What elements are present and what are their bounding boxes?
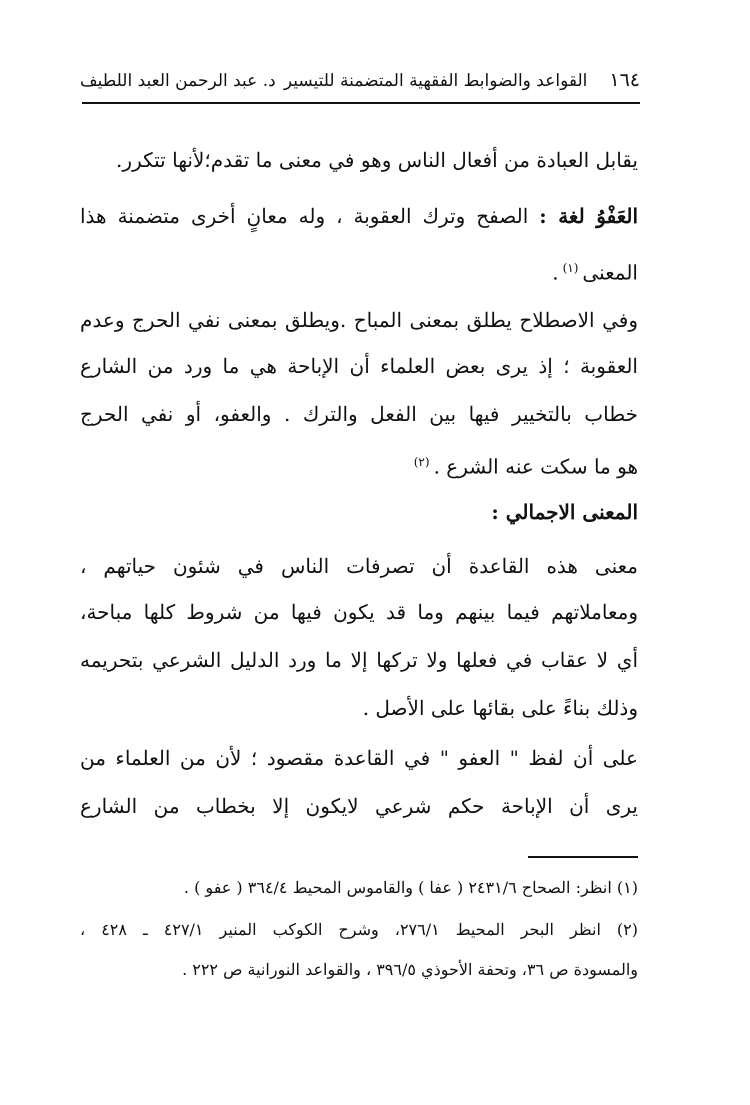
footnote-1	[80, 872, 638, 904]
body-line-4	[80, 300, 638, 340]
footnote-ref-2: (٢)	[413, 455, 430, 469]
footnote-2-continued	[80, 954, 638, 986]
body-line-13	[80, 738, 638, 778]
line-text: يرى أن الإباحة حكم شرعي لايكون إلا بخطاب من الشارع	[80, 794, 638, 818]
footnote-text: (١) انظر: الصحاح ٢٤٣١/٦ ( عفا ) والقاموس المحيط ٣٦٤/٤ ( عفو ) .	[183, 878, 638, 897]
section-heading: المعنى الاجمالي :	[491, 500, 638, 524]
body-line-7	[80, 442, 638, 482]
term-lead: العَفْوُ لغة :	[539, 204, 638, 228]
author-name: د. عبد الرحمن العبد اللطيف	[80, 71, 276, 91]
line-text: معنى هذه القاعدة أن تصرفات الناس في شئون حياتهم ،	[80, 554, 638, 578]
body-line-14	[80, 786, 638, 826]
line-text: وفي الاصطلاح يطلق بمعنى المباح .ويطلق بمعنى نفي الحرج وعدم	[80, 308, 638, 332]
body-line-12	[80, 688, 638, 728]
line-text: ومعاملاتهم فيما بينهم وما قد يكون فيها من شروط كلها مباحة،	[80, 600, 638, 624]
footnote-2	[80, 914, 638, 946]
line-text: هو ما سكت عنه الشرع .	[433, 454, 638, 479]
footnote-text: (٢) انظر البحر المحيط ٢٧٦/١، وشرح الكوكب المنير ٤٢٧/١ ـ ٤٢٨ ،	[80, 920, 639, 939]
footnote-text: والمسودة ص ٣٦، وتحفة الأحوذي ٣٩٦/٥ ، والقواعد النورانية ص ٢٢٢ .	[182, 960, 638, 979]
body-line-9	[80, 546, 638, 586]
footnote-divider	[528, 856, 638, 858]
line-tail: .	[552, 260, 559, 285]
body-line-5	[80, 346, 638, 386]
line-text: المعنى	[582, 260, 638, 285]
section-heading-line	[80, 492, 638, 532]
line-text: العقوبة ؛ إذ يرى بعض العلماء أن الإباحة هي ما ورد من الشارع	[80, 354, 638, 378]
body-line-3	[80, 248, 638, 288]
book-title: القواعد والضوابط الفقهية المتضمنة للتيسير	[283, 71, 588, 91]
line-text: الصفح وترك العقوبة ، وله معانٍ أخرى متضمنة هذا	[80, 204, 540, 228]
line-text: وذلك بناءً على بقائها على الأصل .	[362, 696, 638, 720]
line-text: على أن لفظ " العفو " في القاعدة مقصود ؛ لأن من العلماء من	[80, 746, 638, 770]
body-line-6	[80, 394, 638, 434]
line-text: أي لا عقاب في فعلها ولا تركها إلا ما ورد الدليل الشرعي بتحريمه	[80, 648, 638, 672]
body-line-10	[80, 592, 638, 632]
body-line-1	[80, 140, 638, 180]
body-line-2	[80, 196, 638, 236]
line-text: خطاب بالتخيير فيها بين الفعل والترك . والعفو، أو نفي الحرج	[80, 402, 638, 426]
footnote-ref-1: (١)	[562, 261, 579, 275]
page-header	[80, 55, 640, 91]
line-text: يقابل العبادة من أفعال الناس وهو في معنى ما تقدم؛لأنها تتكرر.	[116, 148, 638, 172]
page-number: ١٦٤	[609, 69, 640, 91]
body-line-11	[80, 640, 638, 680]
header-divider	[82, 102, 640, 104]
